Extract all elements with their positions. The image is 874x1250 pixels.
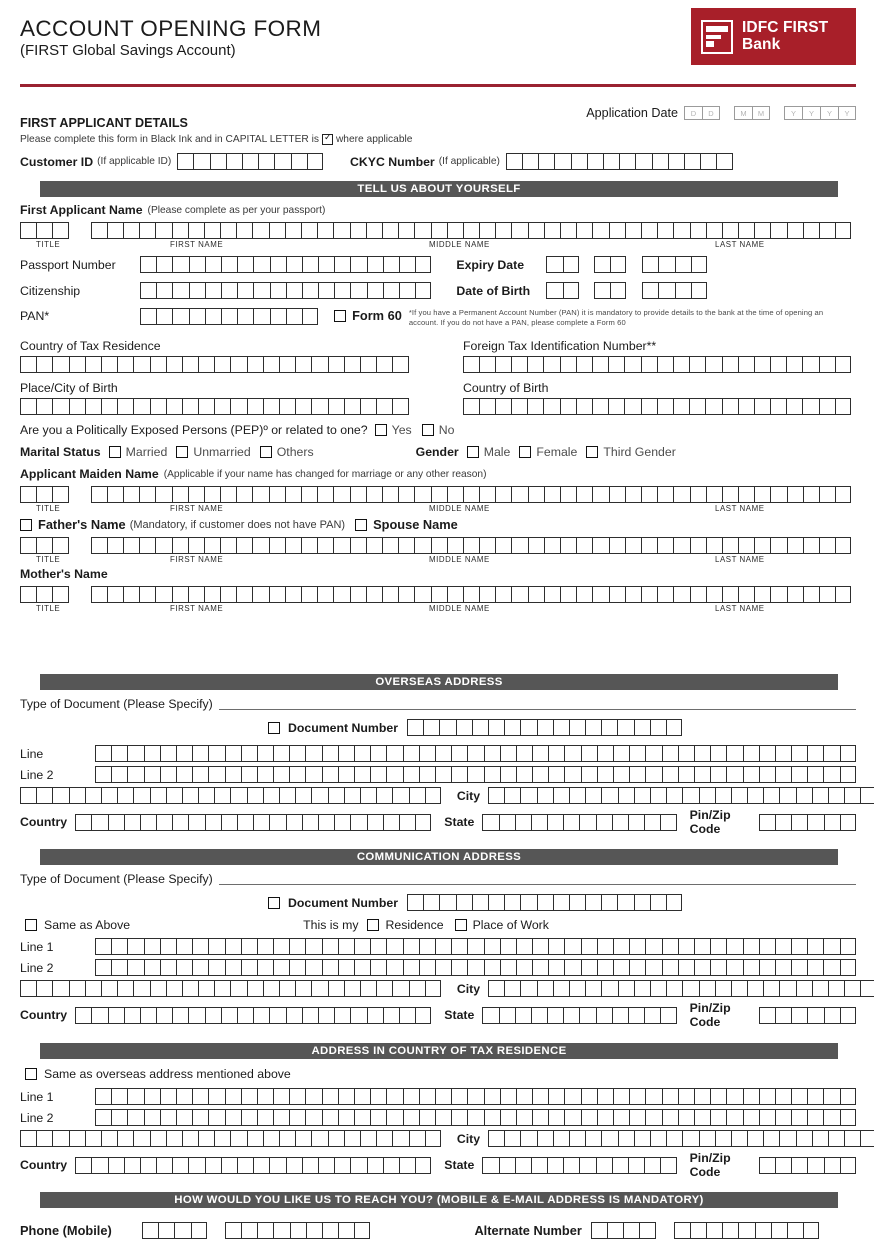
ckyc-number-note: (If applicable) (438, 156, 500, 167)
ckyc-number-input[interactable] (506, 153, 733, 170)
caption-middle-name: MIDDLE NAME (429, 504, 490, 514)
parent-name-captions (20, 554, 856, 566)
overseas-line-input[interactable] (95, 745, 856, 762)
caption-first-name: FIRST NAME (170, 240, 224, 249)
logo-text (742, 20, 828, 53)
page-subtitle: (FIRST Global Savings Account) (20, 42, 236, 60)
tax-pin-input[interactable] (759, 1157, 856, 1174)
comm-line1-label: Line 1 (20, 939, 54, 954)
gender-female-checkbox[interactable] (519, 446, 531, 458)
spouse-name-checkbox[interactable] (355, 519, 367, 531)
parent-title-input[interactable] (20, 537, 69, 554)
same-as-overseas-checkbox[interactable] (25, 1068, 37, 1080)
page-title: ACCOUNT OPENING FORM (20, 16, 322, 41)
tax-city-label: City (456, 1131, 481, 1146)
parent-name-input[interactable] (91, 537, 852, 554)
comm-line2-input[interactable] (95, 959, 856, 976)
overseas-city-label: City (456, 788, 481, 803)
logo-line-1: IDFC FIRST (742, 19, 829, 37)
caption-title: TITLE (36, 240, 61, 249)
customer-id-input[interactable] (177, 153, 323, 170)
mother-name-input[interactable] (91, 586, 852, 603)
overseas-state-label: State (444, 815, 475, 829)
marital-married-label: Married (125, 445, 168, 460)
comm-doc-type-label: Type of Document (Please Specify) (20, 872, 213, 886)
residence-checkbox[interactable] (367, 919, 379, 931)
citizenship-label: Citizenship (20, 283, 81, 298)
comm-document-checkbox[interactable] (268, 897, 280, 909)
tax-pin-label: Pin/Zip Code (689, 1151, 731, 1179)
form-60-checkbox[interactable] (334, 310, 346, 322)
country-of-birth-label: Country of Birth (463, 381, 549, 396)
first-applicant-details-heading: FIRST APPLICANT DETAILS (20, 116, 188, 130)
same-as-above-label: Same as Above (44, 918, 131, 932)
pep-yes-label: Yes (391, 423, 412, 438)
place-of-work-label: Place of Work (472, 918, 549, 932)
tax-state-label: State (444, 1158, 475, 1172)
citizenship-input[interactable] (140, 282, 431, 299)
caption-last-name: LAST NAME (715, 240, 765, 249)
expiry-date-day-input[interactable] (546, 256, 578, 273)
caption-first-name: FIRST NAME (170, 604, 224, 614)
country-of-birth-input[interactable] (463, 398, 852, 415)
marital-unmarried-checkbox[interactable] (176, 446, 188, 458)
comm-doc-type-row (20, 872, 856, 886)
tax-country-input[interactable] (75, 1157, 431, 1174)
caption-last-name: LAST NAME (715, 604, 765, 614)
mother-title-input[interactable] (20, 586, 69, 603)
overseas-line2-label: Line 2 (20, 767, 54, 782)
form-header (0, 0, 874, 78)
marital-status-label: Marital Status (20, 445, 101, 460)
gender-male-checkbox[interactable] (467, 446, 479, 458)
this-is-my-label: This is my (303, 918, 359, 932)
application-date-day-input[interactable]: D D (684, 106, 720, 120)
form-60-label: Form 60 (352, 308, 402, 323)
caption-title: TITLE (36, 504, 61, 514)
dob-day-input[interactable] (546, 282, 578, 299)
tax-state-input[interactable] (482, 1157, 676, 1174)
expiry-date-label: Expiry Date (456, 257, 525, 272)
caption-middle-name: MIDDLE NAME (429, 240, 490, 249)
overseas-country-input[interactable] (75, 814, 431, 831)
section-header-overseas-address: OVERSEAS ADDRESS (40, 674, 838, 690)
fathers-name-label: Father's Name (38, 517, 126, 533)
comm-doc-number-label: Document Number (288, 895, 398, 910)
overseas-address-block (20, 697, 856, 836)
comm-line2-label: Line 2 (20, 960, 54, 975)
tax-residence-address-block (20, 1065, 856, 1179)
first-applicant-name-note: (Please complete as per your passport) (147, 204, 326, 216)
section-header-reach-you: HOW WOULD YOU LIKE US TO REACH YOU? (MOBILE & E-MAIL ADDRESS IS MANDATORY) (40, 1192, 838, 1208)
spouse-name-label: Spouse Name (373, 517, 458, 533)
gender-third-checkbox[interactable] (586, 446, 598, 458)
tax-area-input[interactable] (20, 1130, 441, 1147)
comm-area-input[interactable] (20, 980, 441, 997)
expiry-date-year-input[interactable] (642, 256, 707, 273)
overseas-area-input[interactable] (20, 787, 441, 804)
comm-pin-label: Pin/Zip Code (689, 1001, 731, 1029)
overseas-document-checkbox[interactable] (268, 722, 280, 734)
passport-number-label: Passport Number (20, 257, 116, 272)
customer-id-label: Customer ID (20, 154, 94, 169)
gender-male-label: Male (483, 445, 511, 460)
comm-country-label: Country (20, 1008, 68, 1022)
pep-question-label: Are you a Politically Exposed Persons (PEP)º or related to one? (20, 423, 368, 438)
application-date-label: Application Date (586, 106, 678, 120)
checkmark-icon: ✓ (322, 134, 333, 145)
first-applicant-details-block (20, 104, 856, 170)
tax-line1-input[interactable] (95, 1088, 856, 1105)
gender-label: Gender (415, 445, 459, 460)
place-of-work-checkbox[interactable] (455, 919, 467, 931)
alternate-country-code-input[interactable] (591, 1222, 656, 1239)
overseas-doc-type-label: Type of Document (Please Specify) (20, 697, 213, 711)
header-divider (20, 84, 856, 87)
comm-doc-type-input[interactable] (219, 884, 856, 885)
overseas-state-input[interactable] (482, 814, 676, 831)
overseas-line2-input[interactable] (95, 766, 856, 783)
idfc-first-bank-logo (691, 8, 856, 65)
first-applicant-name-label: First Applicant Name (20, 203, 143, 217)
applicant-title-input[interactable] (20, 222, 69, 239)
same-as-overseas-label: Same as overseas address mentioned above (44, 1067, 291, 1081)
pan-footnote: *If you have a Permanent Account Number (PAN) it is mandatory to provide details to the bank at the time of opening an account. If you do not have a PAN, please complete a Form 60 (408, 308, 824, 328)
comm-state-label: State (444, 1008, 475, 1022)
caption-title: TITLE (36, 604, 61, 614)
communication-address-block (20, 872, 856, 1029)
application-date-month-input[interactable]: M M (734, 106, 770, 120)
tell-us-about-yourself-block (20, 203, 856, 615)
overseas-line-label: Line (20, 746, 44, 761)
form-instruction-tail: where applicable (335, 134, 413, 145)
bank-logo-icon (701, 20, 733, 54)
same-as-above-checkbox[interactable] (25, 919, 37, 931)
fathers-name-checkbox[interactable] (20, 519, 32, 531)
caption-first-name: FIRST NAME (170, 504, 224, 514)
pep-yes-checkbox[interactable] (375, 424, 387, 436)
dob-year-input[interactable] (642, 282, 707, 299)
alternate-number-label: Alternate Number (474, 1223, 582, 1238)
country-of-tax-residence-label: Country of Tax Residence (20, 339, 161, 354)
tax-line2-label: Line 2 (20, 1110, 54, 1125)
phone-number-input[interactable] (225, 1222, 371, 1239)
pep-no-checkbox[interactable] (422, 424, 434, 436)
overseas-pin-input[interactable] (759, 814, 856, 831)
mothers-name-label: Mother's Name (20, 567, 108, 582)
ckyc-number-label: CKYC Number (349, 154, 435, 169)
form-instruction-text: Please complete this form in Black Ink and in CAPITAL LETTER is (20, 134, 319, 145)
pep-no-label: No (438, 423, 455, 438)
gender-female-label: Female (536, 445, 578, 460)
gender-third-label: Third Gender (603, 445, 676, 460)
overseas-country-label: Country (20, 815, 68, 829)
expiry-date-month-input[interactable] (594, 256, 626, 273)
logo-line-2: Bank (742, 35, 781, 53)
phone-mobile-label: Phone (Mobile) (20, 1223, 112, 1238)
tax-line2-input[interactable] (95, 1109, 856, 1126)
overseas-pin-label: Pin/Zip Code (689, 808, 731, 836)
section-header-communication-address: COMMUNICATION ADDRESS (40, 849, 838, 865)
comm-doc-number-input[interactable] (407, 894, 682, 911)
maiden-name-note: (Applicable if your name has changed for marriage or any other reason) (163, 468, 487, 480)
first-applicant-name-row (20, 203, 856, 217)
marital-unmarried-label: Unmarried (193, 445, 251, 460)
dob-month-input[interactable] (594, 282, 626, 299)
marital-others-checkbox[interactable] (260, 446, 272, 458)
contact-details-block (20, 1222, 856, 1239)
pan-label: PAN* (20, 309, 50, 323)
ftin-input[interactable] (463, 356, 852, 373)
passport-number-input[interactable] (140, 256, 431, 273)
application-date-year-input[interactable]: Y Y Y Y (784, 106, 856, 120)
marital-married-checkbox[interactable] (109, 446, 121, 458)
caption-first-name: FIRST NAME (170, 555, 224, 565)
comm-country-input[interactable] (75, 1007, 431, 1024)
place-city-of-birth-label: Place/City of Birth (20, 381, 118, 396)
tax-city-input[interactable] (488, 1130, 874, 1147)
country-of-tax-residence-input[interactable] (20, 356, 409, 373)
maiden-name-label: Applicant Maiden Name (20, 467, 159, 482)
maiden-title-input[interactable] (20, 486, 69, 503)
mother-name-captions (20, 603, 856, 615)
maiden-name-input[interactable] (91, 486, 852, 503)
marital-others-label: Others (276, 445, 314, 460)
section-header-tell-us: TELL US ABOUT YOURSELF (40, 181, 838, 197)
residence-label: Residence (385, 918, 444, 932)
pan-input[interactable] (140, 308, 318, 325)
overseas-doc-number-input[interactable] (407, 719, 682, 736)
fathers-name-note: (Mandatory, if customer does not have PAN) (129, 518, 346, 531)
tax-country-label: Country (20, 1158, 68, 1172)
section-header-tax-residence-address: ADDRESS IN COUNTRY OF TAX RESIDENCE (40, 1043, 838, 1059)
comm-pin-input[interactable] (759, 1007, 856, 1024)
caption-title: TITLE (36, 555, 61, 565)
comm-line1-input[interactable] (95, 938, 856, 955)
comm-city-input[interactable] (488, 980, 874, 997)
phone-country-code-input[interactable] (142, 1222, 207, 1239)
alternate-number-input[interactable] (674, 1222, 820, 1239)
applicant-name-captions (20, 239, 856, 251)
tax-line1-label: Line 1 (20, 1089, 54, 1104)
date-of-birth-label: Date of Birth (456, 283, 531, 298)
comm-state-input[interactable] (482, 1007, 676, 1024)
customer-id-note: (If applicable ID) (97, 156, 172, 167)
overseas-doc-number-label: Document Number (288, 720, 398, 735)
ftin-label: Foreign Tax Identification Number** (463, 339, 657, 354)
caption-middle-name: MIDDLE NAME (429, 604, 490, 614)
maiden-name-captions (20, 503, 856, 515)
overseas-doc-type-input[interactable] (219, 709, 856, 710)
comm-city-label: City (456, 981, 481, 996)
caption-last-name: LAST NAME (715, 504, 765, 514)
caption-last-name: LAST NAME (715, 555, 765, 565)
caption-middle-name: MIDDLE NAME (429, 555, 490, 565)
place-city-of-birth-input[interactable] (20, 398, 409, 415)
applicant-name-input[interactable] (91, 222, 852, 239)
overseas-city-input[interactable] (488, 787, 874, 804)
overseas-doc-type-row (20, 697, 856, 711)
